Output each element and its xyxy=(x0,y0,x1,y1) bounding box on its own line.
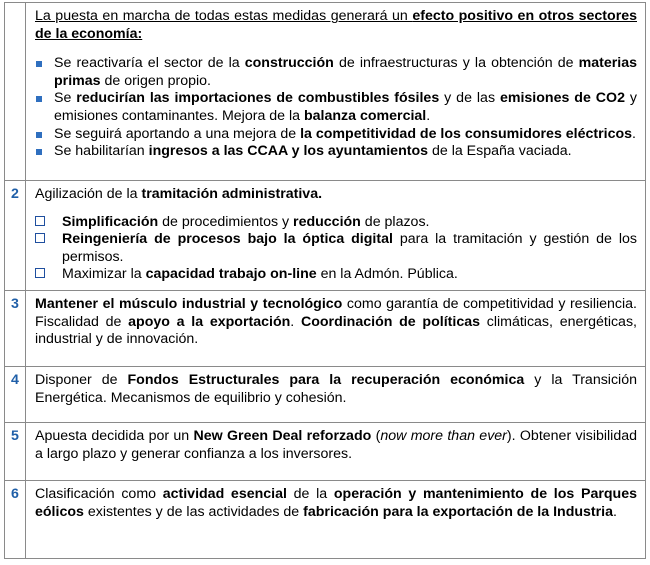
list-item: Se seguirá aportando a una mejora de la competitividad de los consumidores eléctricos. xyxy=(35,126,637,144)
row-number xyxy=(5,3,26,181)
table-row xyxy=(5,422,646,480)
row-number: 2 xyxy=(5,181,26,291)
row-number: 4 xyxy=(5,366,26,422)
square-bullet-icon xyxy=(36,61,42,67)
row-text: Clasificación como actividad esencial de la operación y mantenimiento de los Parques eólicos existentes y de las actividades de fabricación para la exportación de la Industria. xyxy=(35,485,637,520)
intro-text: La puesta en marcha de todas estas medidas generará un efecto positivo en otros sectores de la economía: xyxy=(35,8,637,42)
table-row xyxy=(5,181,646,291)
checkbox-list xyxy=(35,214,637,284)
bullet-list xyxy=(35,55,637,161)
row-heading: Agilización de la tramitación administrativa. xyxy=(35,186,323,202)
square-bullet-icon xyxy=(36,149,42,155)
square-bullet-icon xyxy=(36,132,42,138)
row-content xyxy=(26,480,646,558)
list-item: Simplificación de procedimientos y reducción de plazos. xyxy=(35,214,637,232)
list-item: Se reactivaría el sector de la construcción de infraestructuras y la obtención de materias primas de origen propio. xyxy=(35,55,637,90)
list-item: Se habilitarían ingresos a las CCAA y los ayuntamientos de la España vaciada. xyxy=(35,143,637,161)
row-content xyxy=(26,181,646,291)
row-number: 5 xyxy=(5,422,26,480)
row-content xyxy=(26,366,646,422)
row-text: Mantener el músculo industrial y tecnológico como garantía de competitividad y resiliencia. Fiscalidad de apoyo a la exportación. Coordinación de políticas climáticas, energéticas, industrial y de innovación. xyxy=(35,295,637,348)
table-row xyxy=(5,290,646,366)
row-content xyxy=(26,422,646,480)
square-outline-bullet-icon xyxy=(35,268,45,278)
table-row xyxy=(5,480,646,558)
table-row xyxy=(5,366,646,422)
row-number: 3 xyxy=(5,290,26,366)
measures-table xyxy=(4,2,646,559)
table-row xyxy=(5,3,646,181)
square-bullet-icon xyxy=(36,96,42,102)
list-item: Se reducirían las importaciones de combustibles fósiles y de las emisiones de CO2 y emisiones contaminantes. Mejora de la balanza comercial. xyxy=(35,90,637,125)
row-content xyxy=(26,3,646,181)
row-number: 6 xyxy=(5,480,26,558)
row-text: Disponer de Fondos Estructurales para la recuperación económica y la Transición Energética. Mecanismos de equilibrio y cohesión. xyxy=(35,371,637,406)
row-content xyxy=(26,290,646,366)
row-text: Apuesta decidida por un New Green Deal reforzado (now more than ever). Obtener visibilidad a largo plazo y generar confianza a los inversores. xyxy=(35,427,638,462)
square-outline-bullet-icon xyxy=(35,233,45,243)
list-item: Maximizar la capacidad trabajo on-line en la Admón. Pública. xyxy=(35,266,637,284)
list-item: Reingeniería de procesos bajo la óptica digital para la tramitación y gestión de los permisos. xyxy=(35,231,637,266)
square-outline-bullet-icon xyxy=(35,216,45,226)
